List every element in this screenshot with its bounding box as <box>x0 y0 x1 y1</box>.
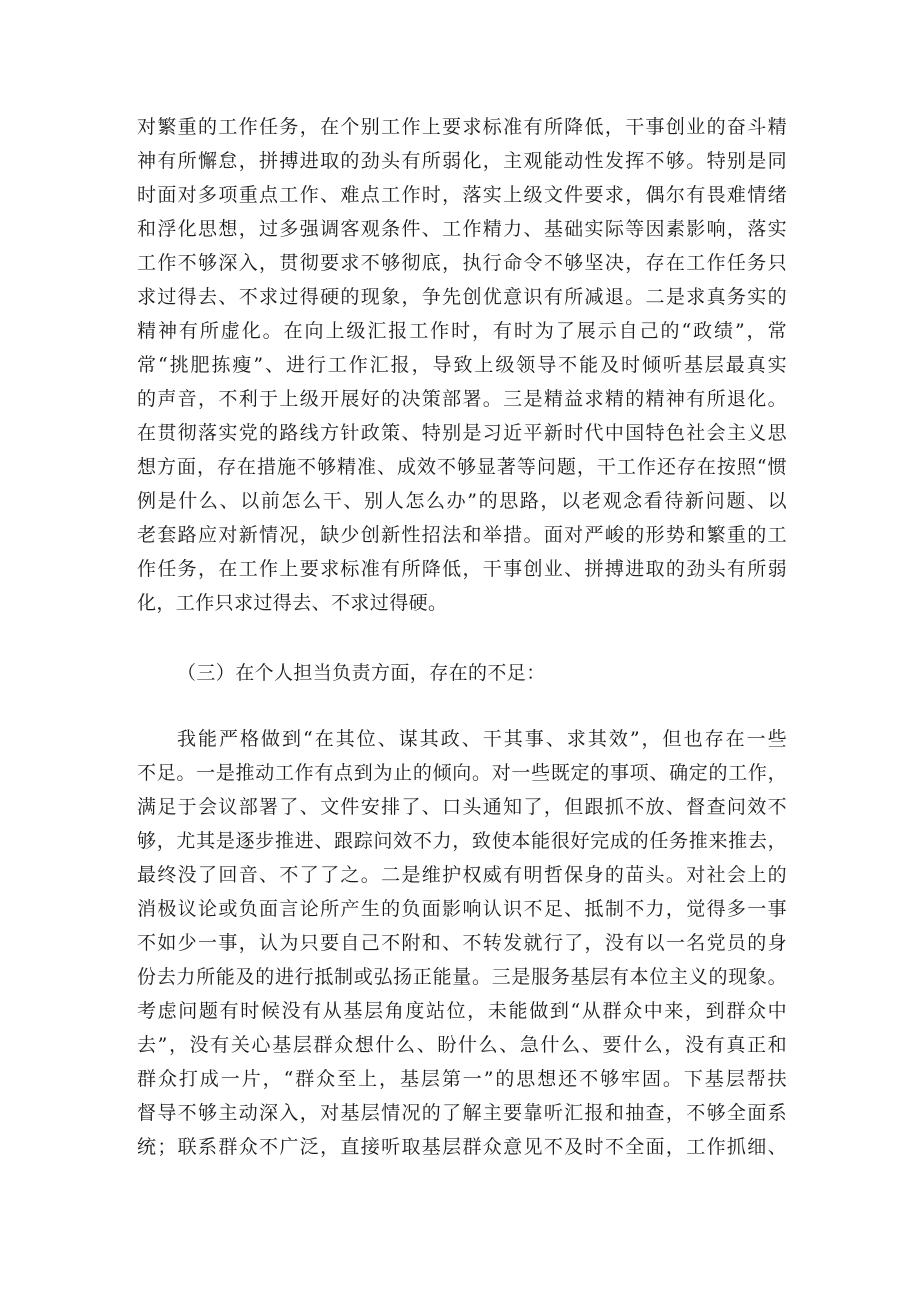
paragraph-line: 在贯彻落实党的路线方针政策、特别是习近平新时代中国特色社会主义思 <box>137 422 787 444</box>
paragraph-line: 去”，没有关心基层群众想什么、盼什么、急什么、要什么，没有真正和 <box>137 1034 787 1056</box>
paragraph-line: 份去力所能及的进行抵制或弘扬正能量。三是服务基层有本位主义的现象。 <box>137 966 787 988</box>
paragraph-line: 求过得去、不求过得硬的现象，争先创优意识有所减退。二是求真务实的 <box>137 286 787 308</box>
paragraph-line: 作任务，在工作上要求标准有所降低，干事创业、拼搏进取的劲头有所弱 <box>137 558 787 580</box>
section-heading-block <box>137 656 787 690</box>
paragraph-line: 考虑问题有时候没有从基层角度站位，未能做到“从群众中来，到群众中 <box>137 1000 787 1022</box>
section-heading: （三）在个人担当负责方面，存在的不足： <box>177 662 546 684</box>
paragraph-line: 常“挑肥拣瘦”、进行工作汇报，导致上级领导不能及时倾听基层最真实 <box>137 354 787 376</box>
paragraph-line: 工作不够深入，贯彻要求不够彻底，执行命令不够坚决，存在工作任务只 <box>137 252 787 274</box>
paragraph-responsibility <box>137 722 787 1164</box>
paragraph-line: 不如少一事，认为只要自己不附和、不转发就行了，没有以一名党员的身 <box>137 932 787 954</box>
paragraph-line: 的声音，不利于上级开展好的决策部署。三是精益求精的精神有所退化。 <box>137 388 787 410</box>
paragraph-line: 不足。一是推动工作有点到为止的倾向。对一些既定的事项、确定的工作， <box>137 762 787 784</box>
paragraph-line: 例是什么、以前怎么干、别人怎么办”的思路，以老观念看待新问题、以 <box>137 490 787 512</box>
paragraph-line: 和浮化思想，过多强调客观条件、工作精力、基础实际等因素影响，落实 <box>137 218 787 240</box>
paragraph-line: 够，尤其是逐步推进、跟踪问效不力，致使本能很好完成的任务推来推去， <box>137 830 787 852</box>
paragraph-line: 统；联系群众不广泛，直接听取基层群众意见不及时不全面，工作抓细、 <box>137 1136 787 1158</box>
paragraph-line: 我能严格做到“在其位、谋其政、干其事、求其效”，但也存在一些 <box>177 728 787 750</box>
paragraph-line: 最终没了回音、不了了之。二是维护权威有明哲保身的苗头。对社会上的 <box>137 864 787 886</box>
paragraph-line: 时面对多项重点工作、难点工作时，落实上级文件要求，偶尔有畏难情绪 <box>137 184 787 206</box>
paragraph-line: 化，工作只求过得去、不求过得硬。 <box>137 592 448 614</box>
paragraph-line: 群众打成一片，“群众至上，基层第一”的思想还不够牢固。下基层帮扶 <box>137 1068 787 1090</box>
paragraph-line: 想方面，存在措施不够精准、成效不够显著等问题，干工作还存在按照“惯 <box>137 456 787 478</box>
paragraph-line: 精神有所虚化。在向上级汇报工作时，有时为了展示自己的“政绩”，常 <box>137 320 787 342</box>
paragraph-line: 神有所懈怠，拼搏进取的劲头有所弱化，主观能动性发挥不够。特别是同 <box>137 150 787 172</box>
paragraph-work-style <box>137 110 787 620</box>
paragraph-line: 消极议论或负面言论所产生的负面影响认识不足、抵制不力，觉得多一事 <box>137 898 787 920</box>
paragraph-line: 老套路应对新情况，缺少创新性招法和举措。面对严峻的形势和繁重的工 <box>137 524 787 546</box>
paragraph-line: 督导不够主动深入，对基层情况的了解主要靠听汇报和抽查，不够全面系 <box>137 1102 787 1124</box>
paragraph-line: 满足于会议部署了、文件安排了、口头通知了，但跟抓不放、督查问效不 <box>137 796 787 818</box>
paragraph-line: 对繁重的工作任务，在个别工作上要求标准有所降低，干事创业的奋斗精 <box>137 116 787 138</box>
